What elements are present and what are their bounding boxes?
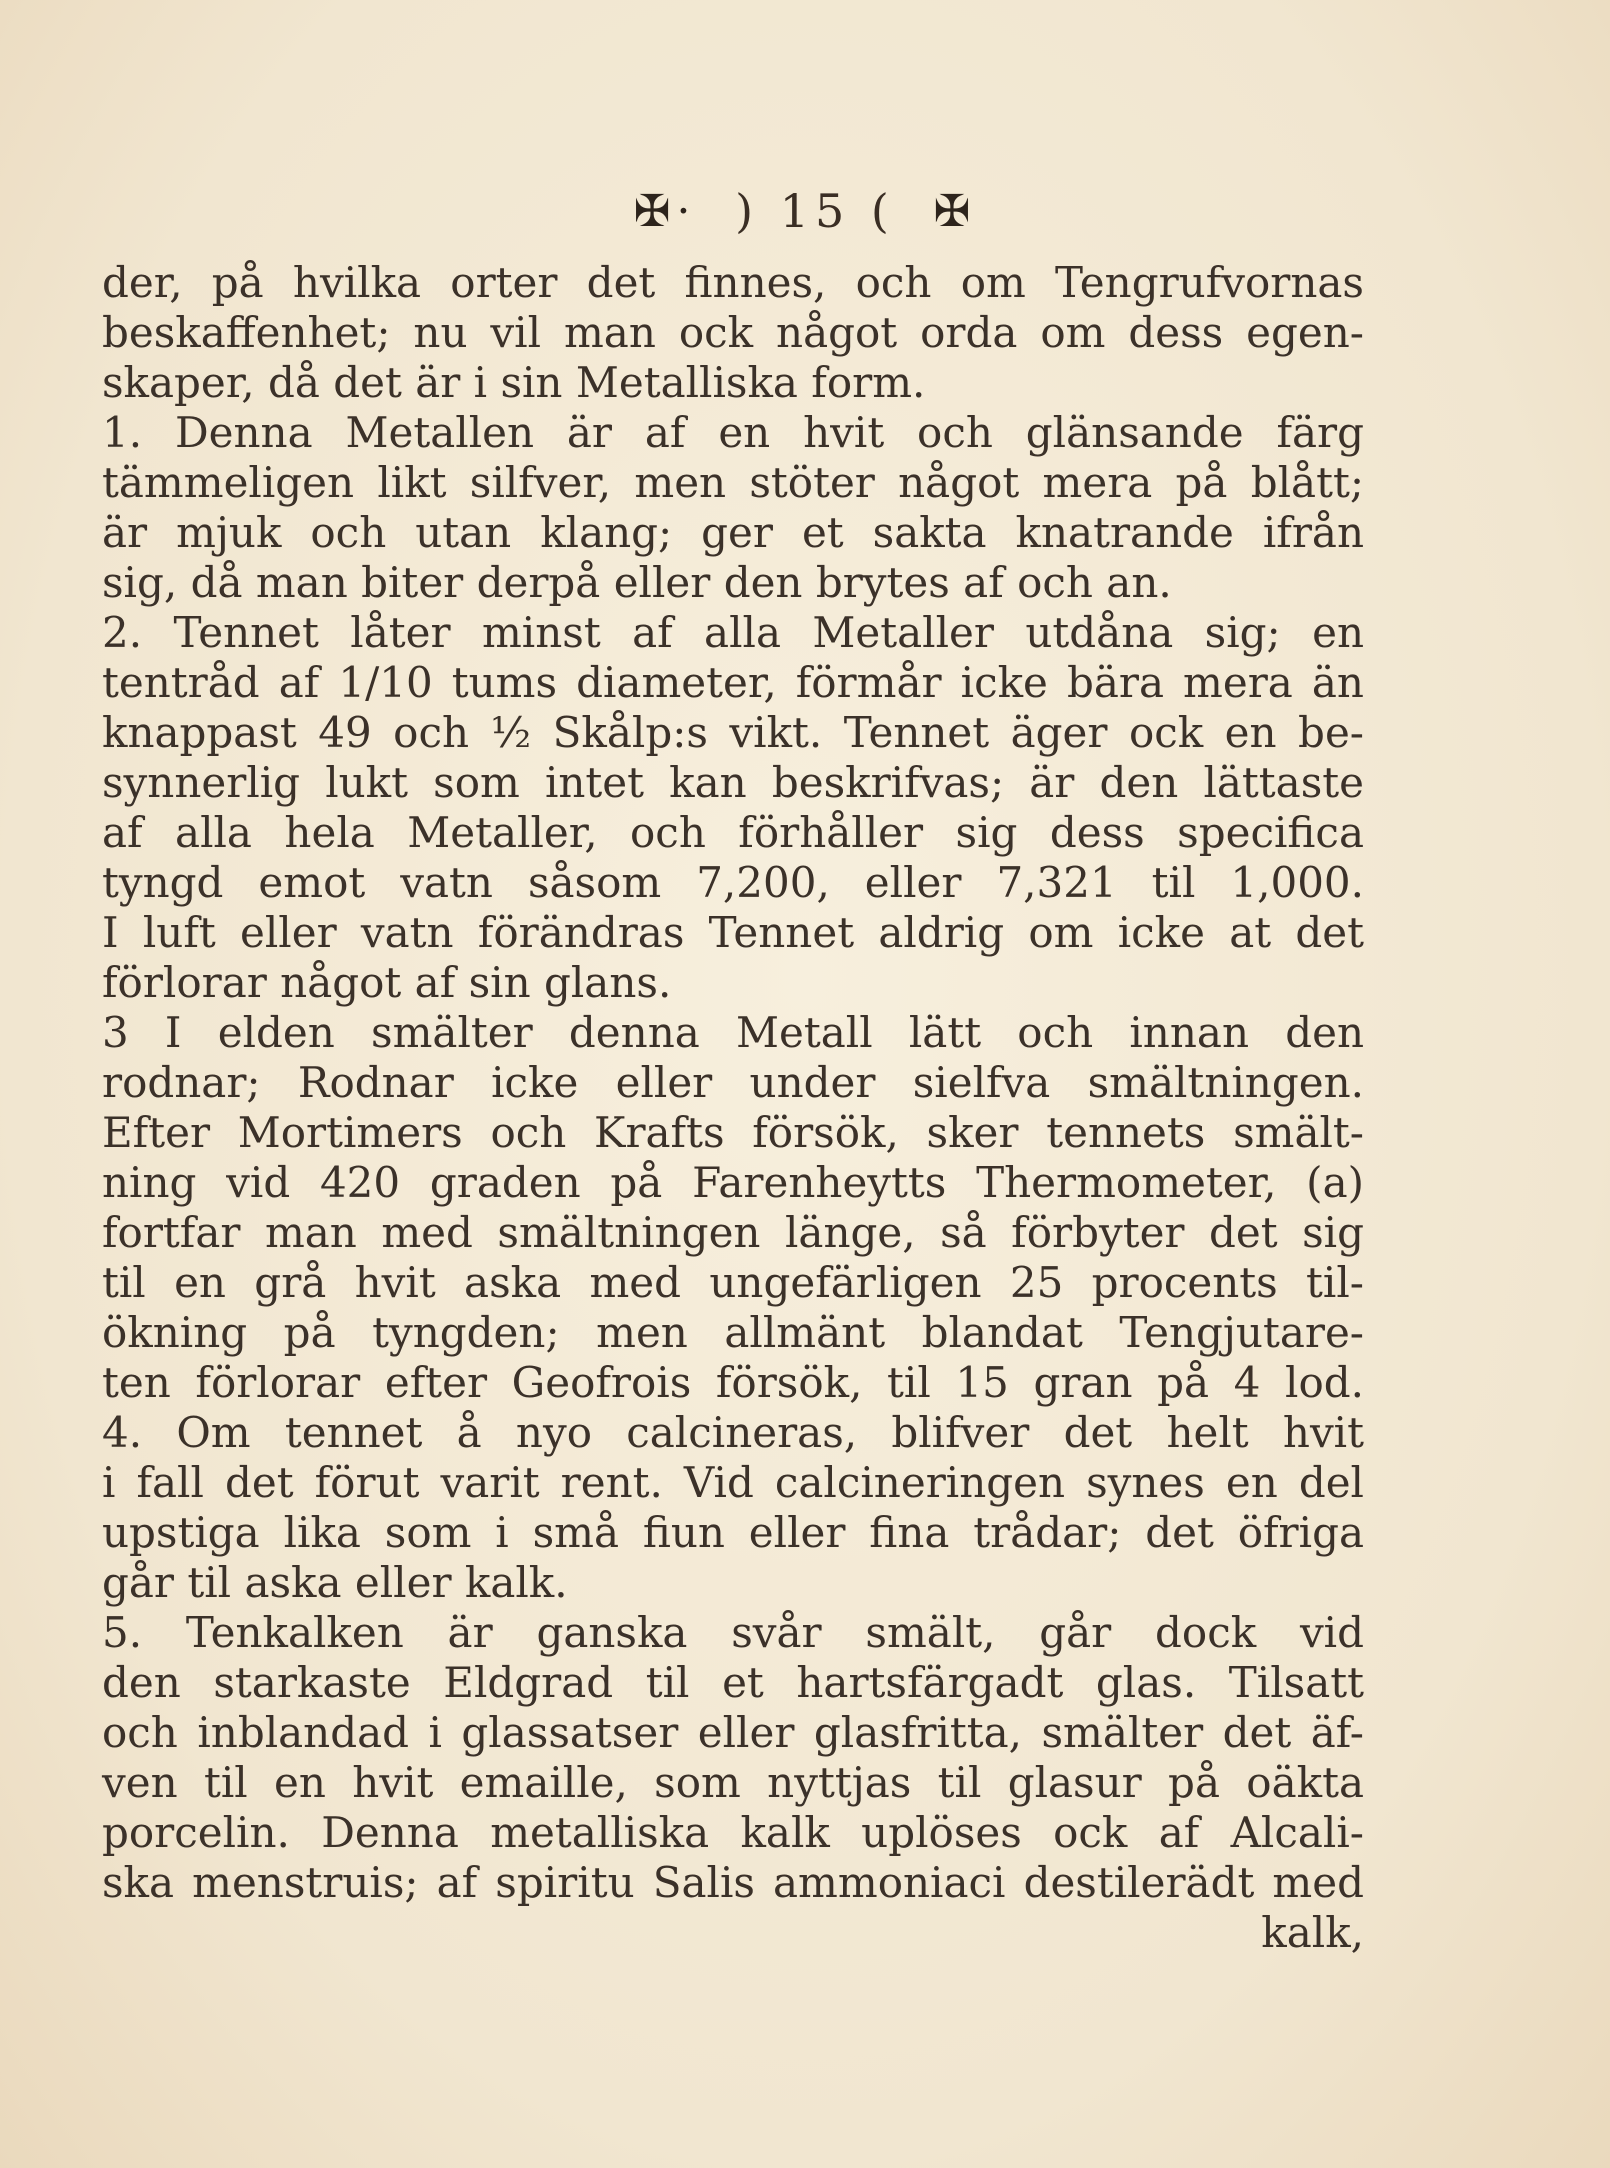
text-line: ten förlorar efter Geofrois försök, til 15 gran på 4 lod. [102,1358,1364,1407]
text-line: til en grå hvit aska med ungefärligen 25 procents til- [102,1258,1364,1307]
text-line: 4. Om tennet å nyo calcineras, blifver det helt hvit [102,1408,1364,1457]
text-line: är mjuk och utan klang; ger et sakta knatrande ifrån [102,508,1364,557]
text-line: synnerlig lukt som intet kan beskrifvas; är den lättaste [102,758,1364,807]
body-text [102,258,1364,1958]
text-line: 3 I elden smälter denna Metall lätt och innan den [102,1008,1364,1057]
text-line: upstiga lika som i små fiun eller fina trådar; det öfriga [102,1508,1364,1557]
text-line: tyngd emot vatn såsom 7,200, eller 7,321 til 1,000. [102,858,1364,907]
text-line: förlorar något af sin glans. [102,958,672,1007]
text-line: ning vid 420 graden på Farenheytts Thermometer, (a) [102,1158,1364,1207]
text-line: der, på hvilka orter det finnes, och om Tengrufvornas [102,258,1364,307]
right-ornament: ✠ [933,185,977,237]
text-line: i fall det förut varit rent. Vid calcineringen synes en del [102,1458,1364,1507]
page-number: ) 15 ( [735,184,895,238]
text-line: I luft eller vatn förändras Tennet aldrig om icke at det [102,908,1364,957]
text-line: sig, då man biter derpå eller den brytes af och an. [102,558,1172,607]
page-header [0,180,1610,238]
text-line: tentråd af 1/10 tums diameter, förmår icke bära mera än [102,658,1364,707]
text-line: ska menstruis; af spiritu Salis ammoniaci destilerädt med [102,1858,1364,1907]
text-line: ökning på tyngden; men allmänt blandat Tengjutare- [102,1308,1364,1357]
text-line: af alla hela Metaller, och förhåller sig dess specifica [102,808,1364,857]
text-line: 5. Tenkalken är ganska svår smält, går dock vid [102,1608,1364,1657]
text-line: fortfar man med smältningen länge, så förbyter det sig [102,1208,1364,1257]
text-line: knappast 49 och ½ Skålp:s vikt. Tennet äger ock en be- [102,708,1364,757]
text-line: den starkaste Eldgrad til et hartsfärgadt glas. Tilsatt [102,1658,1364,1707]
left-ornament: ✠· [633,185,697,237]
text-line: 1. Denna Metallen är af en hvit och glänsande färg [102,408,1364,457]
text-line: 2. Tennet låter minst af alla Metaller utdåna sig; en [102,608,1364,657]
text-line: tämmeligen likt silfver, men stöter något mera på blått; [102,458,1364,507]
text-line: och inblandad i glassatser eller glasfritta, smälter det äf- [102,1708,1364,1757]
text-line: skaper, då det är i sin Metalliska form. [102,358,926,407]
catchword: kalk, [1261,1908,1364,1957]
text-line: rodnar; Rodnar icke eller under sielfva smältningen. [102,1058,1364,1107]
text-line: porcelin. Denna metalliska kalk uplöses ock af Alcali- [102,1808,1364,1857]
text-line: går til aska eller kalk. [102,1558,568,1607]
text-line: Efter Mortimers och Krafts försök, sker tennets smält- [102,1108,1364,1157]
text-line: beskaffenhet; nu vil man ock något orda om dess egen- [102,308,1364,357]
text-line: ven til en hvit emaille, som nyttjas til glasur på oäkta [102,1758,1364,1807]
